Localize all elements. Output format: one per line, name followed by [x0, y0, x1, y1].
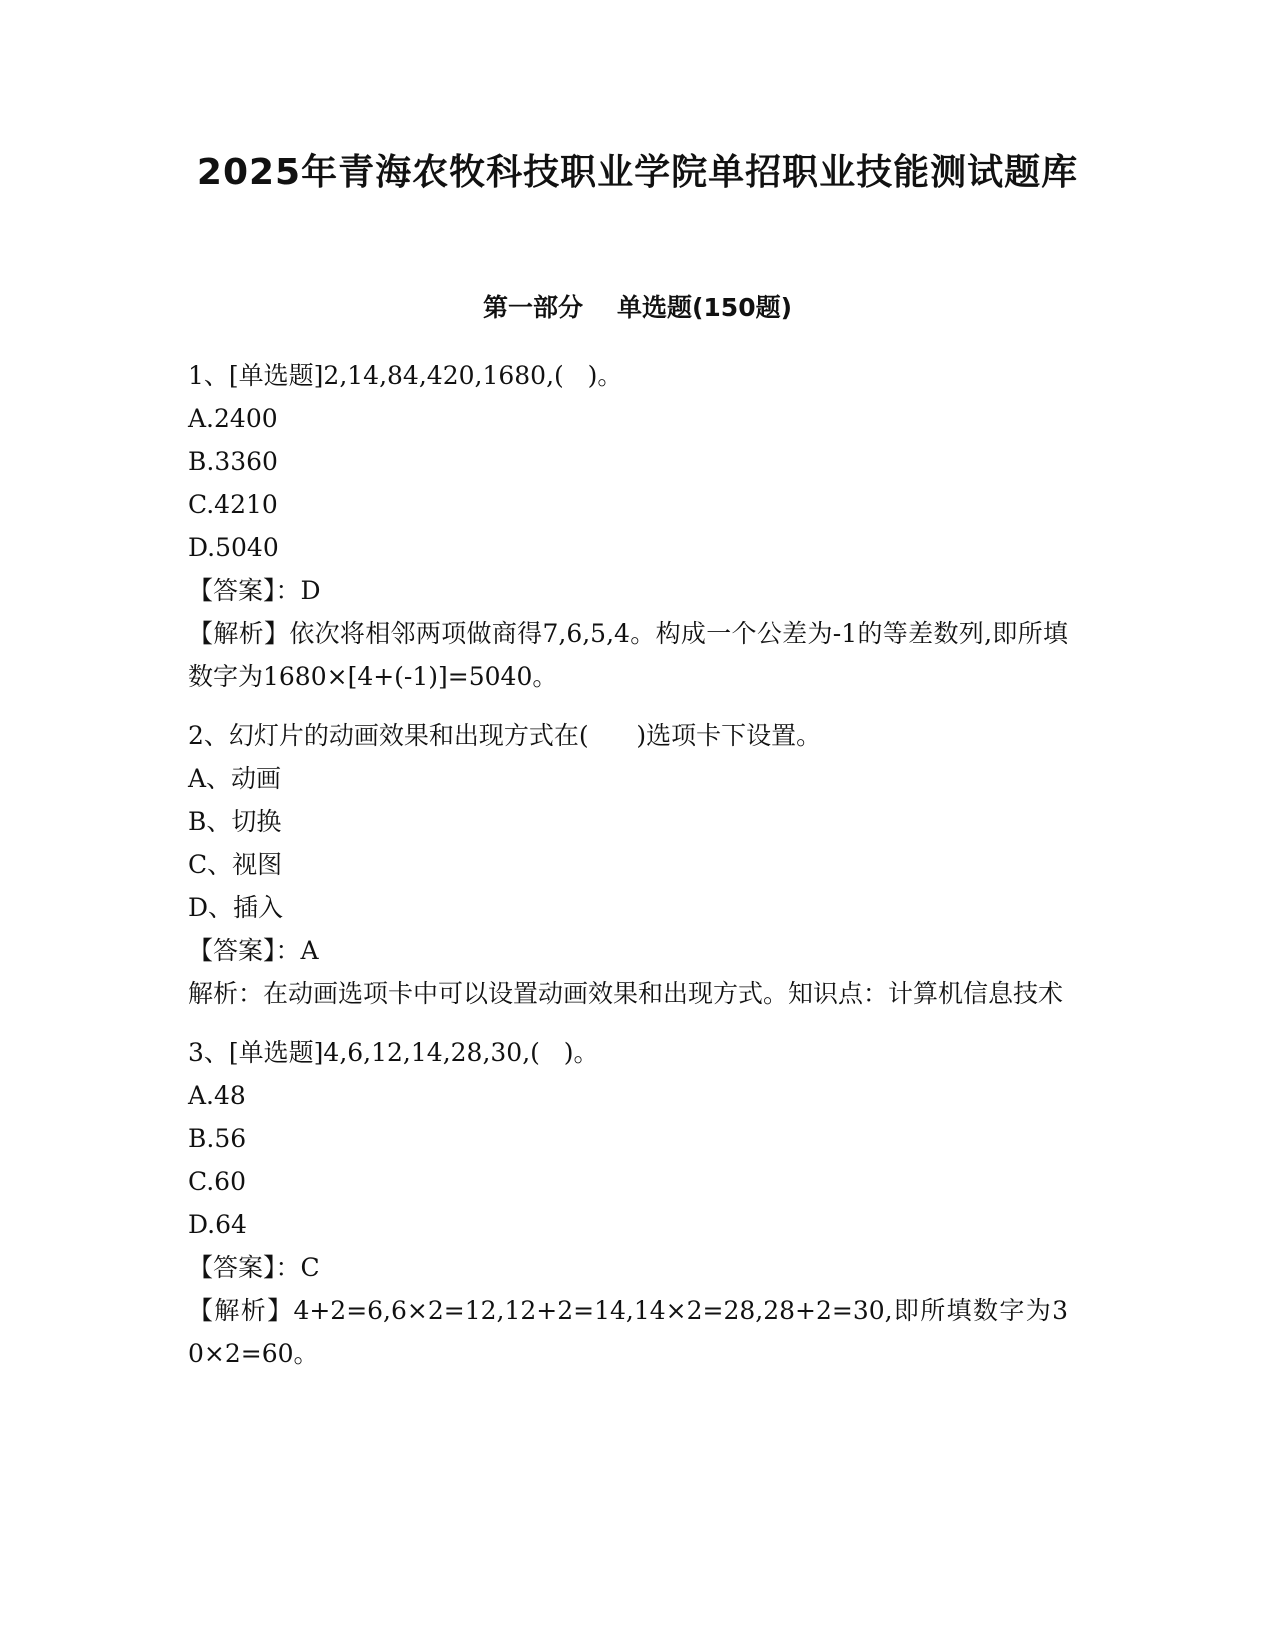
option-c: C.60	[188, 1167, 246, 1196]
question-stem: 1、[单选题]2,14,84,420,1680,( )。	[188, 361, 623, 390]
answer-value: C	[300, 1253, 320, 1282]
section-heading	[0, 290, 1275, 326]
answer-line	[188, 929, 1068, 972]
option-c: C.4210	[188, 490, 278, 519]
analysis-text: 解析：在动画选项卡中可以设置动画效果和出现方式。知识点：计算机信息技术	[188, 979, 1064, 1008]
question-list	[188, 354, 1068, 1375]
option-b: B.56	[188, 1124, 247, 1153]
section-subtitle: 单选题(150题)	[616, 293, 793, 322]
option-a: A.48	[188, 1081, 246, 1110]
question-item	[188, 354, 1068, 698]
answer-value: D	[300, 576, 321, 605]
option-d: D.5040	[188, 533, 279, 562]
question-stem: 3、[单选题]4,6,12,14,28,30,( )。	[188, 1038, 599, 1067]
question-item	[188, 1031, 1068, 1375]
answer-label: 【答案】：	[188, 936, 301, 965]
answer-line	[188, 1246, 1068, 1289]
analysis-text: 【解析】依次将相邻两项做商得7,6,5,4。构成一个公差为-1的等差数列,即所填数字为1680×[4+(-1)]=5040。	[188, 619, 1068, 691]
answer-label: 【答案】：	[188, 576, 301, 605]
answer-value: A	[300, 936, 319, 965]
option-d: D.64	[188, 1210, 247, 1239]
document-title: 2025年青海农牧科技职业学院单招职业技能测试题库	[196, 152, 1079, 193]
section-title: 第一部分	[482, 293, 583, 322]
question-stem: 2、幻灯片的动画效果和出现方式在( )选项卡下设置。	[188, 721, 822, 750]
answer-line	[188, 569, 1068, 612]
option-b: B、切换	[188, 807, 282, 836]
question-item	[188, 714, 1068, 1015]
answer-label: 【答案】：	[188, 1253, 301, 1282]
option-b: B.3360	[188, 447, 278, 476]
option-a: A.2400	[188, 404, 278, 433]
option-d: D、插入	[188, 893, 284, 922]
analysis-text: 【解析】4+2=6,6×2=12,12+2=14,14×2=28,28+2=30,即所填数字为30×2=60。	[188, 1296, 1068, 1368]
option-c: C、视图	[188, 850, 283, 879]
option-a: A、动画	[188, 764, 282, 793]
